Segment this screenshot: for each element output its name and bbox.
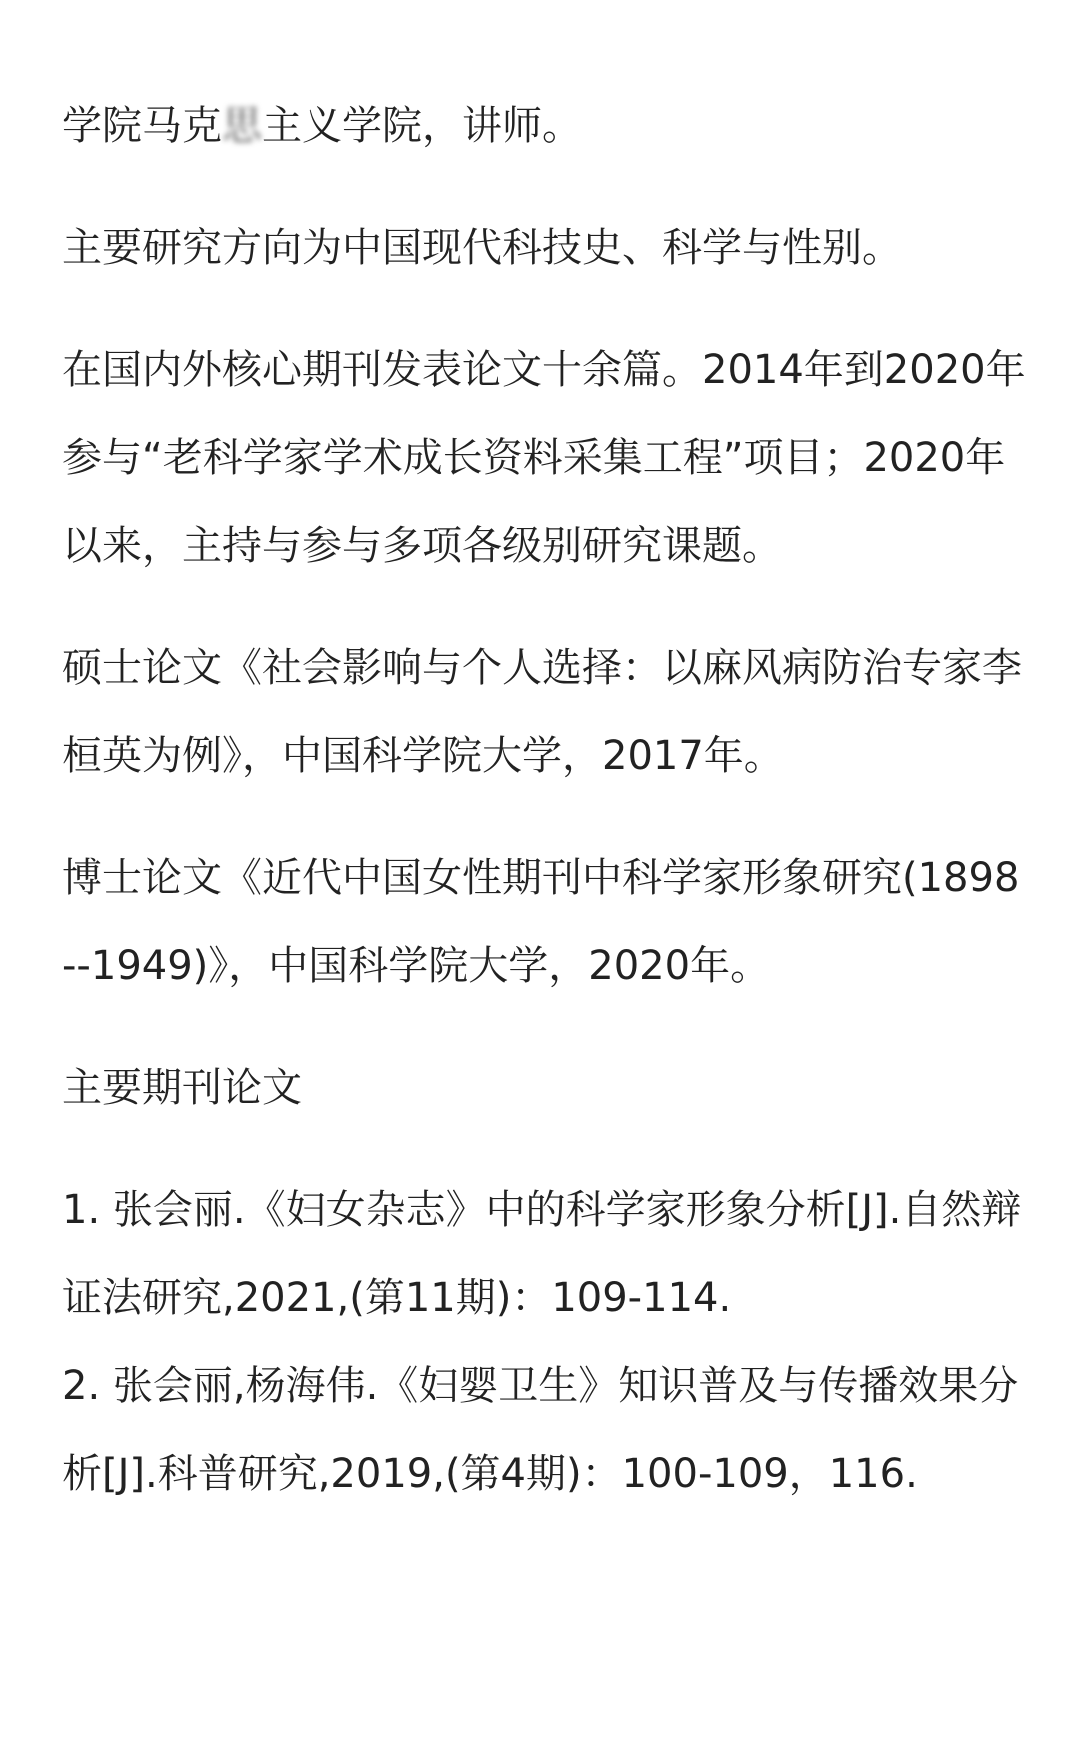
- master-thesis-paragraph: 硕士论文《社会影响与个人选择：以麻风病防治专家李桓英为例》，中国科学院大学，2017年。: [62, 645, 1022, 779]
- article-body: [62, 82, 1030, 1518]
- paper-item-2: 2. 张会丽,杨海伟.《妇婴卫生》知识普及与传播效果分析[J].科普研究,2019,(第4期)：100-109，116.: [62, 1363, 1019, 1497]
- research-direction-paragraph: 主要研究方向为中国现代科技史、科学与性别。: [62, 225, 902, 271]
- affiliation-paragraph: [62, 82, 1030, 170]
- publications-summary-paragraph: 在国内外核心期刊发表论文十余篇。2014年到2020年参与“老科学家学术成长资料采集工程”项目；2020年以来，主持与参与多项各级别研究课题。: [62, 347, 1026, 569]
- doctoral-thesis-paragraph: 博士论文《近代中国女性期刊中科学家形象研究(1898--1949)》，中国科学院大学，2020年。: [62, 855, 1020, 989]
- paper-item-1: 1. 张会丽.《妇女杂志》中的科学家形象分析[J].自然辩证法研究,2021,(第11期)：109-114.: [62, 1187, 1022, 1321]
- blurred-character: 思: [222, 103, 262, 149]
- affiliation-text-start: 学院马克: [62, 103, 222, 149]
- papers-heading: 主要期刊论文: [62, 1065, 302, 1111]
- affiliation-text-end: 主义学院，讲师。: [262, 103, 582, 149]
